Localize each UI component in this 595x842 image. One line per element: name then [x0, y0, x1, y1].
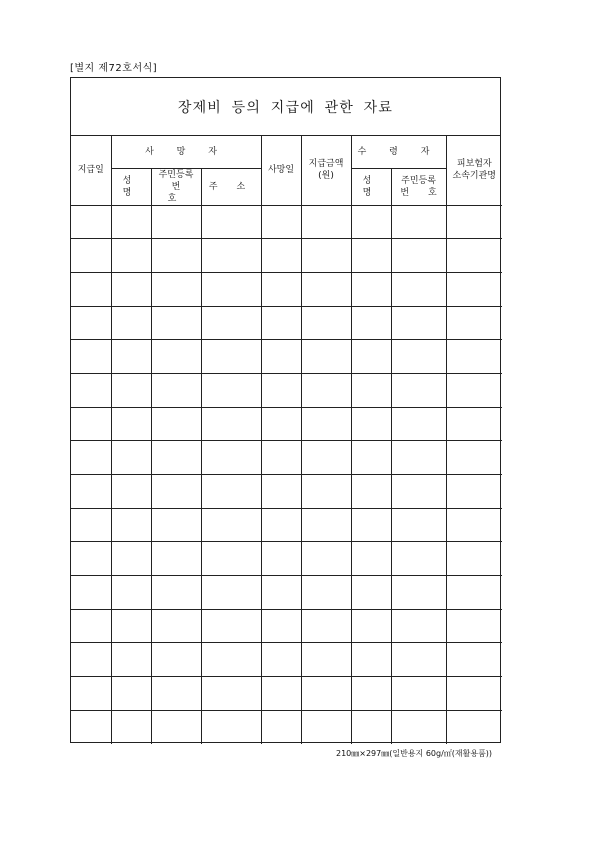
table-cell[interactable]: [201, 609, 261, 643]
table-cell[interactable]: [301, 407, 351, 441]
table-cell[interactable]: [391, 542, 446, 576]
table-cell[interactable]: [71, 205, 111, 239]
table-cell[interactable]: [446, 239, 502, 273]
table-cell[interactable]: [111, 710, 151, 744]
table-cell[interactable]: [151, 239, 201, 273]
header-deceased-label: 사 망 자: [145, 146, 227, 157]
header-recipient: [351, 136, 446, 168]
table-cell[interactable]: [201, 205, 261, 239]
header-death-date-label: 사망일: [267, 165, 295, 176]
header-recipient-rrn-line1: 주민등록: [401, 175, 436, 186]
header-death-date: [261, 136, 301, 205]
table-cell[interactable]: [151, 475, 201, 509]
table-cell[interactable]: [201, 306, 261, 340]
table-cell[interactable]: [351, 407, 391, 441]
table-cell[interactable]: [301, 441, 351, 475]
table-cell[interactable]: [301, 373, 351, 407]
table-cell[interactable]: [301, 609, 351, 643]
table-cell[interactable]: [261, 407, 301, 441]
table-cell[interactable]: [261, 306, 301, 340]
table-cell[interactable]: [261, 508, 301, 542]
table-cell[interactable]: [261, 239, 301, 273]
table-cell[interactable]: [71, 710, 111, 744]
table-cell[interactable]: [446, 441, 502, 475]
header-deceased-rrn-line1: 주민등록: [158, 169, 194, 180]
table-cell[interactable]: [391, 475, 446, 509]
table-row: [71, 542, 502, 576]
table-cell[interactable]: [111, 576, 151, 610]
header-deceased-rrn: [151, 168, 201, 205]
table-cell[interactable]: [201, 407, 261, 441]
table-cell[interactable]: [151, 576, 201, 610]
table-cell[interactable]: [446, 272, 502, 306]
table-cell[interactable]: [201, 441, 261, 475]
table-cell[interactable]: [301, 239, 351, 273]
table-cell[interactable]: [391, 643, 446, 677]
table-cell[interactable]: [301, 710, 351, 744]
table-cell[interactable]: [301, 272, 351, 306]
form-frame: [70, 77, 501, 743]
table-cell[interactable]: [151, 272, 201, 306]
table-cell[interactable]: [71, 508, 111, 542]
table-cell[interactable]: [351, 475, 391, 509]
table-cell[interactable]: [446, 576, 502, 610]
table-cell[interactable]: [351, 340, 391, 374]
table-cell[interactable]: [71, 239, 111, 273]
table-cell[interactable]: [301, 677, 351, 711]
table-cell[interactable]: [351, 710, 391, 744]
table-cell[interactable]: [201, 710, 261, 744]
table-cell[interactable]: [151, 340, 201, 374]
table-cell[interactable]: [261, 677, 301, 711]
table-cell[interactable]: [391, 373, 446, 407]
table-cell[interactable]: [446, 542, 502, 576]
table-cell[interactable]: [351, 508, 391, 542]
table-row: [71, 272, 502, 306]
table-cell[interactable]: [301, 643, 351, 677]
table-cell[interactable]: [111, 340, 151, 374]
header-insured-org-line1: 피보험자: [456, 159, 492, 170]
table-cell[interactable]: [201, 272, 261, 306]
table-cell[interactable]: [201, 508, 261, 542]
table-cell[interactable]: [201, 542, 261, 576]
table-row: [71, 576, 502, 610]
table-cell[interactable]: [301, 306, 351, 340]
table-cell[interactable]: [351, 441, 391, 475]
table-cell[interactable]: [391, 710, 446, 744]
paper-spec-footer: 210㎜×297㎜(일반용지 60g/㎡(재활용품)): [336, 749, 493, 758]
table-cell[interactable]: [111, 441, 151, 475]
table-cell[interactable]: [446, 306, 502, 340]
header-insured-org: [446, 136, 502, 205]
table-cell[interactable]: [151, 508, 201, 542]
table-cell[interactable]: [301, 508, 351, 542]
payment-records-table: [71, 136, 502, 744]
table-cell[interactable]: [391, 306, 446, 340]
table-cell[interactable]: [301, 340, 351, 374]
table-cell[interactable]: [201, 475, 261, 509]
page-title: 장제비 등의 지급에 관한 자료: [177, 99, 394, 116]
header-deceased-name-label: 성 명: [122, 175, 140, 198]
table-cell[interactable]: [201, 239, 261, 273]
table-cell[interactable]: [111, 306, 151, 340]
table-cell[interactable]: [446, 508, 502, 542]
table-cell[interactable]: [71, 306, 111, 340]
header-deceased-address: [201, 168, 261, 205]
table-cell[interactable]: [301, 205, 351, 239]
table-cell[interactable]: [111, 272, 151, 306]
table-cell[interactable]: [111, 609, 151, 643]
table-cell[interactable]: [446, 643, 502, 677]
table-cell[interactable]: [391, 677, 446, 711]
table-cell[interactable]: [111, 373, 151, 407]
table-cell[interactable]: [391, 609, 446, 643]
table-cell[interactable]: [71, 576, 111, 610]
header-deceased: [111, 136, 261, 168]
table-row: [71, 475, 502, 509]
table-cell[interactable]: [391, 340, 446, 374]
table-cell[interactable]: [301, 576, 351, 610]
table-cell[interactable]: [71, 643, 111, 677]
table-row: [71, 508, 502, 542]
table-cell[interactable]: [351, 576, 391, 610]
table-cell[interactable]: [111, 643, 151, 677]
table-cell[interactable]: [261, 710, 301, 744]
table-row: [71, 306, 502, 340]
table-cell[interactable]: [391, 441, 446, 475]
header-recipient-name: [351, 168, 391, 205]
table-cell[interactable]: [71, 609, 111, 643]
table-cell[interactable]: [201, 643, 261, 677]
table-cell[interactable]: [351, 272, 391, 306]
table-cell[interactable]: [111, 508, 151, 542]
table-cell[interactable]: [391, 576, 446, 610]
header-amount-line1: 지급금액: [308, 159, 344, 170]
header-deceased-name: [111, 168, 151, 205]
table-cell[interactable]: [351, 542, 391, 576]
table-row: [71, 239, 502, 273]
table-row: [71, 677, 502, 711]
table-row: [71, 609, 502, 643]
table-cell[interactable]: [201, 340, 261, 374]
table-cell[interactable]: [151, 677, 201, 711]
table-row: [71, 710, 502, 744]
header-amount: [301, 136, 351, 205]
table-cell[interactable]: [391, 205, 446, 239]
table-cell[interactable]: [351, 609, 391, 643]
table-cell[interactable]: [71, 340, 111, 374]
table-cell[interactable]: [71, 677, 111, 711]
header-payment-date: [71, 136, 111, 205]
table-cell[interactable]: [111, 205, 151, 239]
table-cell[interactable]: [151, 407, 201, 441]
header-payment-date-label: 지급일: [77, 165, 104, 176]
table-cell[interactable]: [151, 205, 201, 239]
table-cell[interactable]: [446, 407, 502, 441]
table-cell[interactable]: [446, 609, 502, 643]
header-recipient-label: 수 령 자: [357, 146, 440, 157]
table-cell[interactable]: [151, 373, 201, 407]
table-cell[interactable]: [261, 475, 301, 509]
table-cell[interactable]: [446, 205, 502, 239]
table-cell[interactable]: [446, 475, 502, 509]
table-cell[interactable]: [71, 475, 111, 509]
header-insured-org-line2: 소속기관명: [452, 171, 497, 182]
table-cell[interactable]: [351, 677, 391, 711]
table-cell[interactable]: [201, 373, 261, 407]
table-row: [71, 373, 502, 407]
form-number-label: [별지 제72호서식]: [70, 63, 158, 74]
table-cell[interactable]: [261, 441, 301, 475]
table-cell[interactable]: [351, 239, 391, 273]
table-cell[interactable]: [201, 576, 261, 610]
table-cell[interactable]: [151, 542, 201, 576]
table-cell[interactable]: [351, 643, 391, 677]
table-cell[interactable]: [71, 373, 111, 407]
table-cell[interactable]: [446, 373, 502, 407]
table-cell[interactable]: [261, 542, 301, 576]
table-cell[interactable]: [151, 441, 201, 475]
table-cell[interactable]: [111, 475, 151, 509]
table-cell[interactable]: [391, 239, 446, 273]
table-cell[interactable]: [351, 205, 391, 239]
table-cell[interactable]: [111, 407, 151, 441]
table-cell[interactable]: [261, 576, 301, 610]
table-row: [71, 205, 502, 239]
table-cell[interactable]: [391, 272, 446, 306]
table-cell[interactable]: [261, 643, 301, 677]
table-cell[interactable]: [111, 239, 151, 273]
header-amount-line2: (원): [318, 171, 334, 182]
table-cell[interactable]: [71, 272, 111, 306]
table-cell[interactable]: [261, 205, 301, 239]
table-cell[interactable]: [71, 441, 111, 475]
table-cell[interactable]: [151, 609, 201, 643]
header-deceased-rrn-line2: 번 호: [167, 181, 189, 204]
title-box: [71, 78, 500, 136]
header-recipient-name-label: 성 명: [362, 175, 380, 198]
table-cell[interactable]: [151, 306, 201, 340]
table-cell[interactable]: [261, 609, 301, 643]
table-cell[interactable]: [391, 407, 446, 441]
table-cell[interactable]: [71, 407, 111, 441]
table-cell[interactable]: [301, 542, 351, 576]
table-cell[interactable]: [446, 340, 502, 374]
table-row: [71, 407, 502, 441]
table-cell[interactable]: [351, 373, 391, 407]
table-cell[interactable]: [151, 710, 201, 744]
table-cell[interactable]: [261, 373, 301, 407]
table-cell[interactable]: [201, 677, 261, 711]
table-cell[interactable]: [446, 710, 502, 744]
header-deceased-address-label: 주 소: [208, 181, 254, 192]
table-cell[interactable]: [301, 475, 351, 509]
header-recipient-rrn: [391, 168, 446, 205]
table-cell[interactable]: [261, 340, 301, 374]
header-recipient-rrn-line2: 번 호: [400, 187, 445, 198]
table-cell[interactable]: [111, 542, 151, 576]
table-cell[interactable]: [446, 677, 502, 711]
table-cell[interactable]: [111, 677, 151, 711]
header-row-top: [71, 136, 502, 168]
table-cell[interactable]: [261, 272, 301, 306]
table-cell[interactable]: [151, 643, 201, 677]
table-cell[interactable]: [71, 542, 111, 576]
table-cell[interactable]: [351, 306, 391, 340]
table-row: [71, 340, 502, 374]
table-row: [71, 643, 502, 677]
table-cell[interactable]: [391, 508, 446, 542]
table-row: [71, 441, 502, 475]
